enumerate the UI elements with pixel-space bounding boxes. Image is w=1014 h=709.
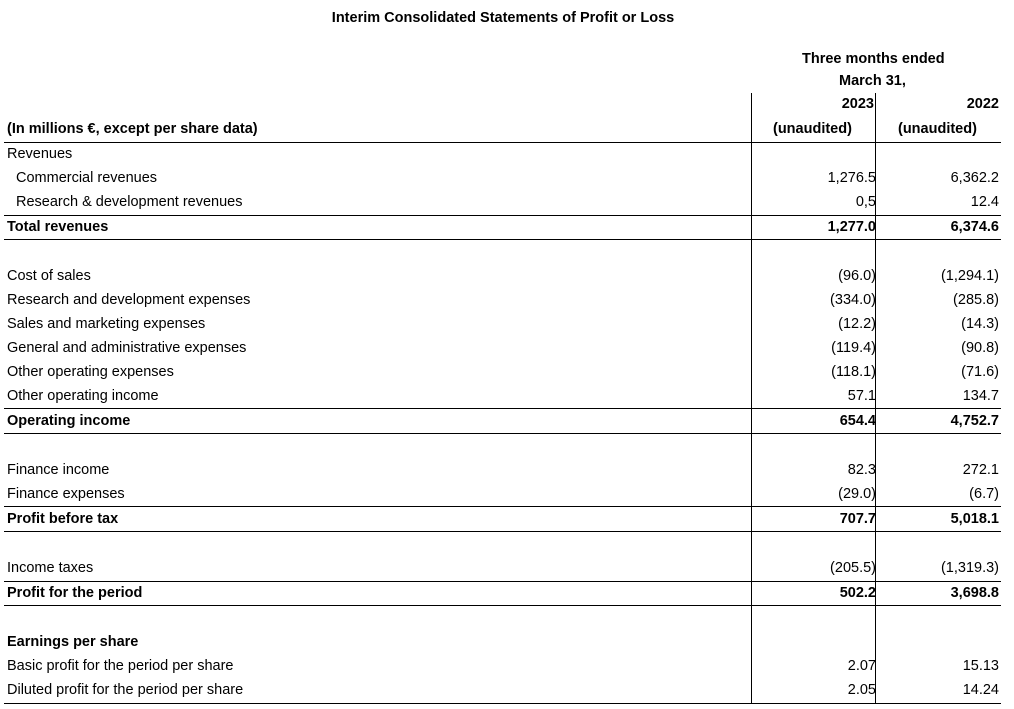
value-2023: (118.1) <box>831 364 876 380</box>
value-2022: (1,294.1) <box>940 268 999 284</box>
value-2023: 82.3 <box>847 462 876 478</box>
value-2023: 57.1 <box>847 388 876 404</box>
row-label: Other operating expenses <box>7 364 174 380</box>
year-2023-header: 2023 <box>841 96 874 112</box>
row-label: Profit before tax <box>7 511 119 527</box>
value-2022: (6.7) <box>969 486 999 502</box>
row-other-op-income <box>4 384 1001 408</box>
value-2022: 12.4 <box>970 194 999 210</box>
row-sales-marketing <box>4 312 1001 336</box>
row-label: Sales and marketing expenses <box>7 316 206 332</box>
row-label: Revenues <box>7 146 73 162</box>
row-label: Cost of sales <box>7 268 91 284</box>
value-2023: (205.5) <box>830 560 876 576</box>
row-label: Profit for the period <box>7 585 143 601</box>
row-label: Finance expenses <box>7 486 125 502</box>
row-rd-revenues <box>4 190 1001 214</box>
row-finance-expenses <box>4 482 1001 506</box>
value-2022: 15.13 <box>962 658 999 674</box>
row-diluted-eps <box>4 678 1001 702</box>
unaudited-2023-label: (unaudited) <box>773 121 852 137</box>
value-2023: 2.07 <box>847 658 876 674</box>
value-2022: 6,374.6 <box>950 219 999 235</box>
statement-title: Interim Consolidated Statements of Profit or Loss <box>331 10 675 26</box>
row-label: Income taxes <box>7 560 94 576</box>
value-2023: 502.2 <box>839 585 876 601</box>
year-2022-header: 2022 <box>966 96 999 112</box>
value-2022: 134.7 <box>962 388 999 404</box>
value-2022: 272.1 <box>962 462 999 478</box>
rule-profit-period-bottom <box>4 605 1001 606</box>
row-label: Diluted profit for the period per share <box>7 682 244 698</box>
row-rd-expenses <box>4 288 1001 312</box>
row-total-revenues <box>4 215 1001 239</box>
rule-profit-before-tax-bottom <box>4 531 1001 532</box>
row-label: Other operating income <box>7 388 159 404</box>
row-label: Research and development expenses <box>7 292 251 308</box>
value-2022: (1,319.3) <box>940 560 999 576</box>
row-label: Operating income <box>7 413 131 429</box>
value-2023: (334.0) <box>830 292 876 308</box>
row-label: Basic profit for the period per share <box>7 658 234 674</box>
row-label: Total revenues <box>7 219 109 235</box>
value-2022: (14.3) <box>961 316 999 332</box>
period-heading-line2: March 31, <box>839 73 906 89</box>
row-profit-for-period <box>4 581 1001 605</box>
value-2023: 0,5 <box>855 194 876 210</box>
value-2023: (29.0) <box>838 486 876 502</box>
row-other-op-expenses <box>4 360 1001 384</box>
value-2023: (12.2) <box>838 316 876 332</box>
row-operating-income <box>4 409 1001 433</box>
row-income-taxes <box>4 556 1001 580</box>
rule-table-bottom <box>4 703 1001 704</box>
row-label: Commercial revenues <box>16 170 158 186</box>
value-2022: 14.24 <box>962 682 999 698</box>
row-label: Research & development revenues <box>16 194 243 210</box>
value-2022: (90.8) <box>961 340 999 356</box>
value-2022: 4,752.7 <box>950 413 999 429</box>
row-general-admin <box>4 336 1001 360</box>
value-2022: (285.8) <box>953 292 999 308</box>
value-2022: (71.6) <box>961 364 999 380</box>
row-label: General and administrative expenses <box>7 340 247 356</box>
row-commercial-revenues <box>4 166 1001 190</box>
row-cost-of-sales <box>4 264 1001 288</box>
row-finance-income <box>4 458 1001 482</box>
row-label: Earnings per share <box>7 634 139 650</box>
value-2023: 2.05 <box>847 682 876 698</box>
period-heading-line1: Three months ended <box>802 51 945 67</box>
value-2022: 5,018.1 <box>950 511 999 527</box>
value-2022: 3,698.8 <box>950 585 999 601</box>
row-label: Finance income <box>7 462 110 478</box>
rule-operating-income-bottom <box>4 433 1001 434</box>
rule-total-revenues-bottom <box>4 239 1001 240</box>
row-revenues <box>4 142 1001 166</box>
value-2023: 707.7 <box>839 511 876 527</box>
row-basic-eps <box>4 654 1001 678</box>
value-2023: (119.4) <box>831 340 876 356</box>
value-2023: (96.0) <box>838 268 876 284</box>
row-profit-before-tax <box>4 507 1001 531</box>
value-2022: 6,362.2 <box>950 170 999 186</box>
units-label: (In millions €, except per share data) <box>7 121 258 137</box>
value-2023: 1,276.5 <box>827 170 876 186</box>
value-2023: 654.4 <box>839 413 876 429</box>
unaudited-2022-label: (unaudited) <box>898 121 977 137</box>
value-2023: 1,277.0 <box>827 219 876 235</box>
row-eps-heading <box>4 630 1001 654</box>
